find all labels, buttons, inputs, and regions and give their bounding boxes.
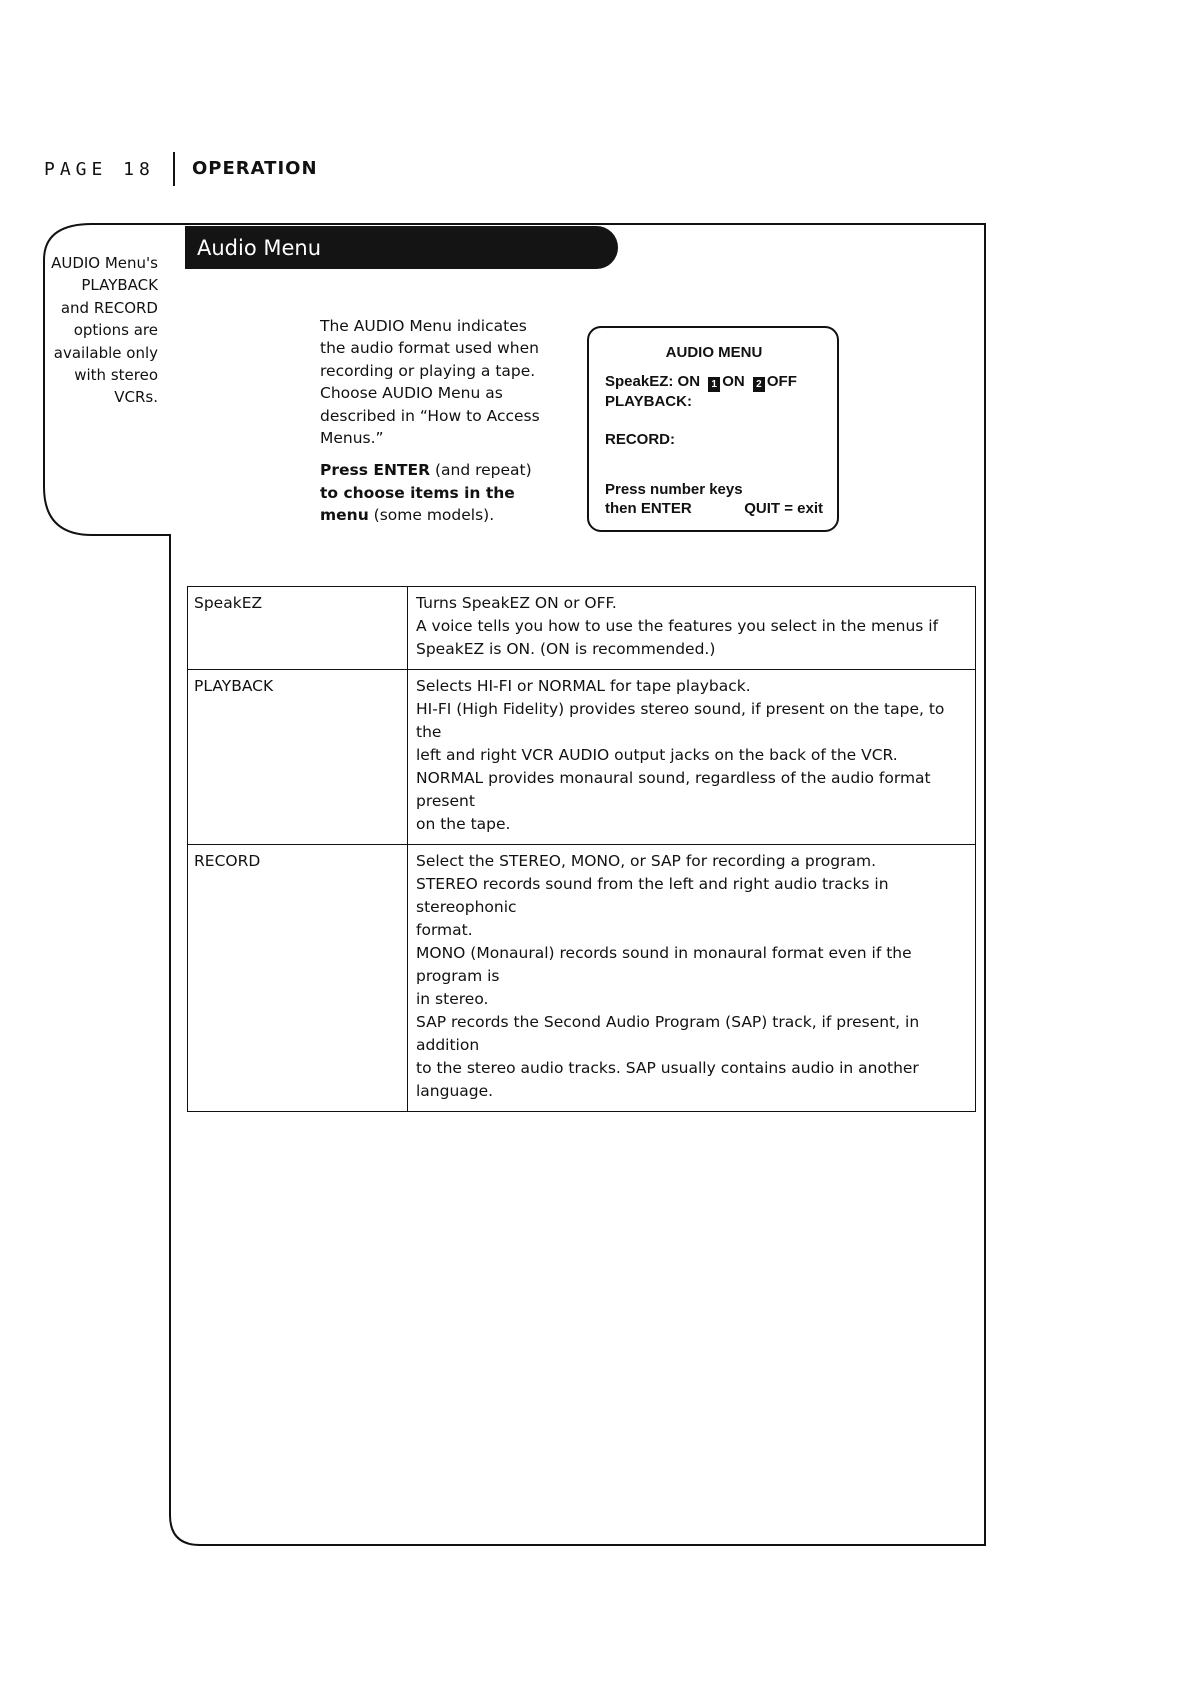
number-key-2-icon: 2 <box>753 377 765 392</box>
intro-text <box>320 315 545 537</box>
table-row <box>188 670 976 845</box>
table-row <box>188 845 976 1112</box>
menu-instruction: Press number keys <box>605 481 743 498</box>
onscreen-menu-illustration <box>587 326 839 532</box>
section-title: OPERATION <box>192 158 318 179</box>
row-name: PLAYBACK <box>188 670 408 845</box>
side-note-line: options are <box>73 321 158 340</box>
description-line: NORMAL provides monaural sound, regardless of the audio format present <box>416 769 931 810</box>
audio-menu-table <box>187 586 976 1112</box>
option-on: ON <box>722 373 745 390</box>
intro-instruction <box>320 459 545 526</box>
speakez-label: SpeakEZ: ON <box>605 373 701 390</box>
header-divider <box>173 152 175 186</box>
section-banner <box>185 226 618 269</box>
description-line: MONO (Monaural) records sound in monaural format even if the program is <box>416 944 912 985</box>
number-key-1-icon: 1 <box>708 377 720 392</box>
side-note-line: with stereo <box>74 366 158 385</box>
description-line: STEREO records sound from the left and right audio tracks in stereophonic <box>416 875 889 916</box>
menu-record-row: RECORD: <box>605 431 675 448</box>
side-note-line: and RECORD <box>60 298 158 317</box>
description-line: Select the STEREO, MONO, or SAP for recording a program. <box>416 852 876 870</box>
page-header <box>44 152 318 186</box>
description-line: SAP records the Second Audio Program (SAP) track, if present, in addition <box>416 1013 920 1054</box>
side-note-line: VCRs. <box>114 388 158 407</box>
menu-footer <box>605 499 823 518</box>
description-line: left and right VCR AUDIO output jacks on the back of the VCR. <box>416 746 898 764</box>
description-line: in stereo. <box>416 990 489 1008</box>
intro-instruction-text: (some models). <box>368 506 495 525</box>
intro-instruction-bold: Press ENTER <box>320 461 431 480</box>
intro-instruction-bold: to choose items in the menu <box>320 483 515 525</box>
description-line: A voice tells you how to use the features you select in the menus if <box>416 617 939 635</box>
side-note-line: PLAYBACK <box>81 276 158 295</box>
intro-paragraph: The AUDIO Menu indicates the audio format used when recording or playing a tape. Choose AUDIO Menu as described in “How to Access Menus.” <box>320 317 540 448</box>
menu-speakez-row <box>605 372 823 392</box>
description-line: on the tape. <box>416 815 511 833</box>
description-line: HI-FI (High Fidelity) provides stereo sound, if present on the tape, to the <box>416 700 945 741</box>
row-description <box>408 845 976 1112</box>
menu-playback-row: PLAYBACK: <box>605 393 692 410</box>
description-line: format. <box>416 921 473 939</box>
row-name: SpeakEZ <box>188 587 408 670</box>
description-line: to the stereo audio tracks. SAP usually contains audio in another language. <box>416 1059 919 1100</box>
banner-title: Audio Menu <box>197 235 322 260</box>
side-note-line: AUDIO Menu's <box>51 254 158 272</box>
page-number: PAGE 18 <box>44 158 155 180</box>
option-off: OFF <box>766 373 797 390</box>
side-note-line: available only <box>53 343 158 362</box>
description-line: Turns SpeakEZ ON or OFF. <box>416 594 617 612</box>
description-line: SpeakEZ is ON. (ON is recommended.) <box>416 640 716 658</box>
menu-quit-hint: QUIT = exit <box>744 500 823 517</box>
row-name: RECORD <box>188 845 408 1112</box>
row-description <box>408 587 976 670</box>
menu-instruction-2: then ENTER <box>605 500 692 517</box>
intro-instruction-text: (and repeat) <box>430 461 532 480</box>
menu-title: AUDIO MENU <box>665 344 763 361</box>
row-description <box>408 670 976 845</box>
description-line: Selects HI-FI or NORMAL for tape playback. <box>416 677 751 695</box>
side-note <box>44 252 158 409</box>
table-row <box>188 587 976 670</box>
